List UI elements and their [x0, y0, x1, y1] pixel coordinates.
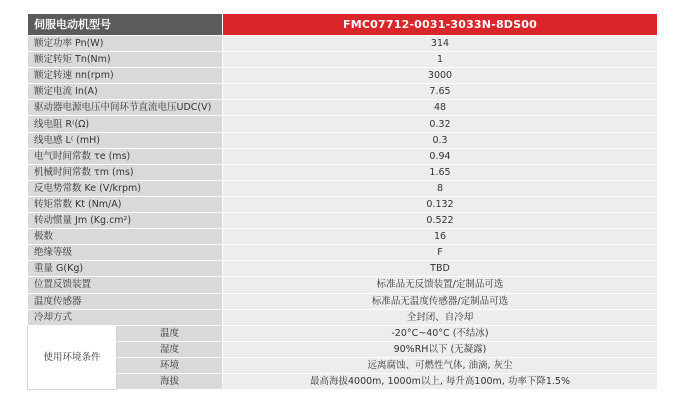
spec-value: 16 [223, 229, 658, 245]
table-row [28, 213, 658, 229]
spec-value: 全封闭、自冷却 [223, 309, 658, 325]
environment-value: 90%RH以下 (无凝露) [223, 341, 658, 357]
table-row [28, 196, 658, 212]
spec-table [27, 13, 658, 390]
table-row [28, 341, 658, 357]
table-row [28, 68, 658, 84]
spec-label: 额定电流 In(A) [28, 84, 223, 100]
spec-value: 标准品无反馈装置/定制品可选 [223, 277, 658, 293]
spec-label: 绝缘等级 [28, 245, 223, 261]
spec-label: 额定转速 nn(rpm) [28, 68, 223, 84]
table-row [28, 373, 658, 389]
spec-rows [28, 36, 658, 326]
spec-label: 极数 [28, 229, 223, 245]
table-row [28, 100, 658, 116]
header-label: 伺服电动机型号 [28, 14, 223, 36]
table-row [28, 325, 658, 341]
spec-label: 机械时间常数 τm (ms) [28, 164, 223, 180]
table-row [28, 164, 658, 180]
spec-value: 0.94 [223, 148, 658, 164]
table-row [28, 293, 658, 309]
environment-value: 远离腐蚀、可燃性气体, 油滴, 灰尘 [223, 357, 658, 373]
environment-group-label: 使用环境条件 [28, 325, 117, 389]
spec-value: 3000 [223, 68, 658, 84]
spec-value: TBD [223, 261, 658, 277]
spec-label: 电气时间常数 τe (ms) [28, 148, 223, 164]
spec-label: 转动惯量 Jm (Kg.cm²) [28, 213, 223, 229]
environment-sub-label: 海拔 [117, 373, 223, 389]
table-row [28, 180, 658, 196]
spec-label: 冷却方式 [28, 309, 223, 325]
spec-value: 1.65 [223, 164, 658, 180]
table-row [28, 116, 658, 132]
spec-value: 8 [223, 180, 658, 196]
table-row [28, 52, 658, 68]
environment-rows [28, 325, 658, 389]
spec-value: 314 [223, 36, 658, 52]
spec-value: 0.522 [223, 213, 658, 229]
spec-value: 7.65 [223, 84, 658, 100]
table-row [28, 245, 658, 261]
spec-value: 0.32 [223, 116, 658, 132]
environment-sub-label: 环境 [117, 357, 223, 373]
spec-label: 转矩常数 Kt (Nm/A) [28, 196, 223, 212]
table-row [28, 357, 658, 373]
spec-value: 0.3 [223, 132, 658, 148]
spec-label: 反电势常数 Ke (V/krpm) [28, 180, 223, 196]
spec-label: 位置反馈装置 [28, 277, 223, 293]
spec-value: 0.132 [223, 196, 658, 212]
spec-value: 48 [223, 100, 658, 116]
table-row [28, 84, 658, 100]
table-row [28, 132, 658, 148]
spec-label: 线电感 L⁽ (mH) [28, 132, 223, 148]
environment-value: -20°C~40°C (不结冰) [223, 325, 658, 341]
spec-value: 标准品无温度传感器/定制品可选 [223, 293, 658, 309]
spec-value: F [223, 245, 658, 261]
table-row [28, 229, 658, 245]
spec-label: 额定转矩 Tn(Nm) [28, 52, 223, 68]
table-row [28, 148, 658, 164]
spec-label: 线电阻 R⁽(Ω) [28, 116, 223, 132]
table-row [28, 277, 658, 293]
environment-sub-label: 温度 [117, 325, 223, 341]
table-row [28, 309, 658, 325]
table-row [28, 36, 658, 52]
environment-value: 最高海拔4000m, 1000m以上, 每升高100m, 功率下降1.5% [223, 373, 658, 389]
spec-label: 额定功率 Pn(W) [28, 36, 223, 52]
spec-label: 温度传感器 [28, 293, 223, 309]
table-row [28, 261, 658, 277]
table-header-row [28, 14, 658, 36]
spec-value: 1 [223, 52, 658, 68]
header-model: FMC07712-0031-3033N-8DS00 [223, 14, 658, 36]
spec-label: 驱动器电源电压中间环节直流电压UDC(V) [28, 100, 223, 116]
spec-label: 重量 G(Kg) [28, 261, 223, 277]
environment-sub-label: 湿度 [117, 341, 223, 357]
